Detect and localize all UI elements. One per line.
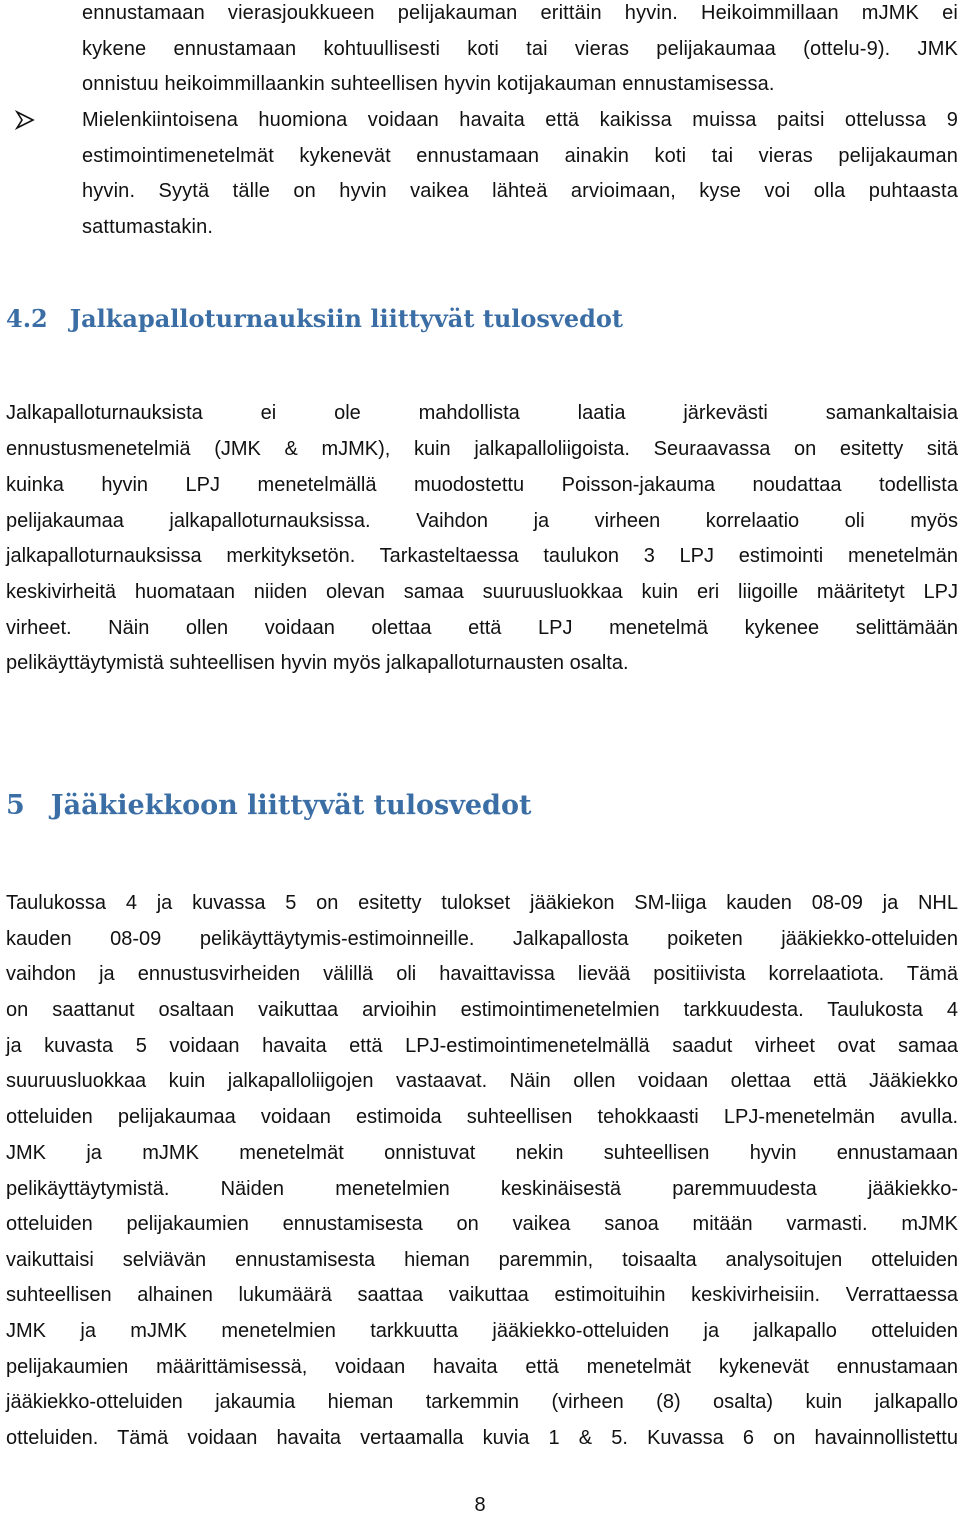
bullet-line: hyvin. Syytä tälle on hyvin vaikea lähteä arvioimaan, kyse voi olla puhtaasta: [82, 180, 958, 202]
page-number: 8: [474, 1494, 486, 1516]
paragraph-line: otteluiden. Tämä voidaan havaita vertaamalla kuvia 1 & 5. Kuvassa 6 on havainnollistettu: [6, 1427, 958, 1449]
bullet-line: estimointimenetelmät kykenevät ennustamaan ainakin koti tai vieras pelijakauman: [82, 145, 958, 167]
paragraph-line: suuruusluokkaa kuin jalkapalloliigojen vastaavat. Näin ollen voidaan olettaa että Jääkiekko: [6, 1070, 958, 1092]
chapter-title: Jääkiekkoon liittyvät tulosvedot: [50, 790, 532, 821]
arrow-bullet-icon: [14, 109, 36, 131]
paragraph-line: ennustusmenetelmiä (JMK & mJMK), kuin jalkapalloliigoista. Seuraavassa on esitetty sitä: [6, 438, 958, 460]
paragraph-line: pelijakaumien määrittämisessä, voidaan havaita että menetelmät kykenevät ennustamaan: [6, 1356, 958, 1378]
section-title: Jalkapalloturnauksiin liittyvät tulosvedot: [69, 304, 624, 333]
paragraph-line: kauden 08-09 pelikäyttäytymis-estimoinneille. Jalkapallosta poiketen jääkiekko-otteluiden: [6, 928, 958, 950]
intro-line: ennustamaan vierasjoukkueen pelijakauman erittäin hyvin. Heikoimmillaan mJMK ei: [82, 2, 958, 24]
paragraph-line: jalkapalloturnauksissa merkityksetön. Tarkasteltaessa taulukon 3 LPJ estimointi menetelmän: [6, 545, 958, 567]
paragraph-line: jääkiekko-otteluiden jakaumia hieman tarkemmin (virheen (8) osalta) kuin jalkapallo: [6, 1391, 958, 1413]
paragraph-line: vaihdon ja ennustusvirheiden välillä oli havaittavissa lievää positiivista korrelaatiota. Tämä: [6, 963, 958, 985]
paragraph-line: pelikäyttäytymistä. Näiden menetelmien keskinäisestä paremmuudesta jääkiekko-: [6, 1178, 958, 1200]
paragraph-line: kuinka hyvin LPJ menetelmällä muodostettu Poisson-jakauma noudattaa todellista: [6, 474, 958, 496]
paragraph-line: pelikäyttäytymistä suhteellisen hyvin myös jalkapalloturnausten osalta.: [6, 652, 629, 674]
chapter-number: 5: [6, 790, 25, 821]
intro-line: onnistuu heikoimmillaankin suhteellisen hyvin kotijakauman ennustamisessa.: [82, 73, 775, 95]
paragraph-line: virheet. Näin ollen voidaan olettaa että LPJ menetelmä kykenee selittämään: [6, 617, 958, 639]
paragraph-line: pelijakaumaa jalkapalloturnauksissa. Vaihdon ja virheen korrelaatio oli myös: [6, 510, 958, 532]
section-heading: [6, 304, 623, 333]
chapter-heading: [6, 790, 531, 821]
paragraph-line: ja kuvasta 5 voidaan havaita että LPJ-estimointimenetelmällä saadut virheet ovat samaa: [6, 1035, 958, 1057]
paragraph-line: otteluiden pelijakaumaa voidaan estimoida suhteellisen tehokkaasti LPJ-menetelmän avulla.: [6, 1106, 958, 1128]
paragraph-line: JMK ja mJMK menetelmät onnistuvat nekin suhteellisen hyvin ennustamaan: [6, 1142, 958, 1164]
bullet-line: sattumastakin.: [82, 216, 214, 238]
paragraph-line: JMK ja mJMK menetelmien tarkkuutta jääkiekko-otteluiden ja jalkapallo otteluiden: [6, 1320, 958, 1342]
paragraph-line: Taulukossa 4 ja kuvassa 5 on esitetty tulokset jääkiekon SM-liiga kauden 08-09 ja NHL: [6, 892, 958, 914]
paragraph-line: otteluiden pelijakaumien ennustamisesta on vaikea sanoa mitään varmasti. mJMK: [6, 1213, 958, 1235]
paragraph-line: vaikuttaisi selviävän ennustamisesta hieman paremmin, toisaalta analysoitujen otteluiden: [6, 1249, 958, 1271]
paragraph-line: keskivirheitä huomataan niiden olevan samaa suuruusluokkaa kuin eri liigoille määritetyt LPJ: [6, 581, 958, 603]
intro-line: kykene ennustamaan kohtuullisesti koti tai vieras pelijakaumaa (ottelu-9). JMK: [82, 38, 958, 60]
section-number: 4.2: [6, 304, 48, 333]
paragraph-line: suhteellisen alhainen lukumäärä saattaa vaikuttaa estimoituihin keskivirheisiin. Verrattaessa: [6, 1284, 958, 1306]
paragraph-line: on saattanut osaltaan vaikuttaa arvioihin estimointimenetelmien tarkkuudesta. Taulukosta 4: [6, 999, 958, 1021]
paragraph-line: Jalkapalloturnauksista ei ole mahdollista laatia järkevästi samankaltaisia: [6, 402, 958, 424]
bullet-line: Mielenkiintoisena huomiona voidaan havaita että kaikissa muissa paitsi ottelussa 9: [82, 109, 958, 131]
